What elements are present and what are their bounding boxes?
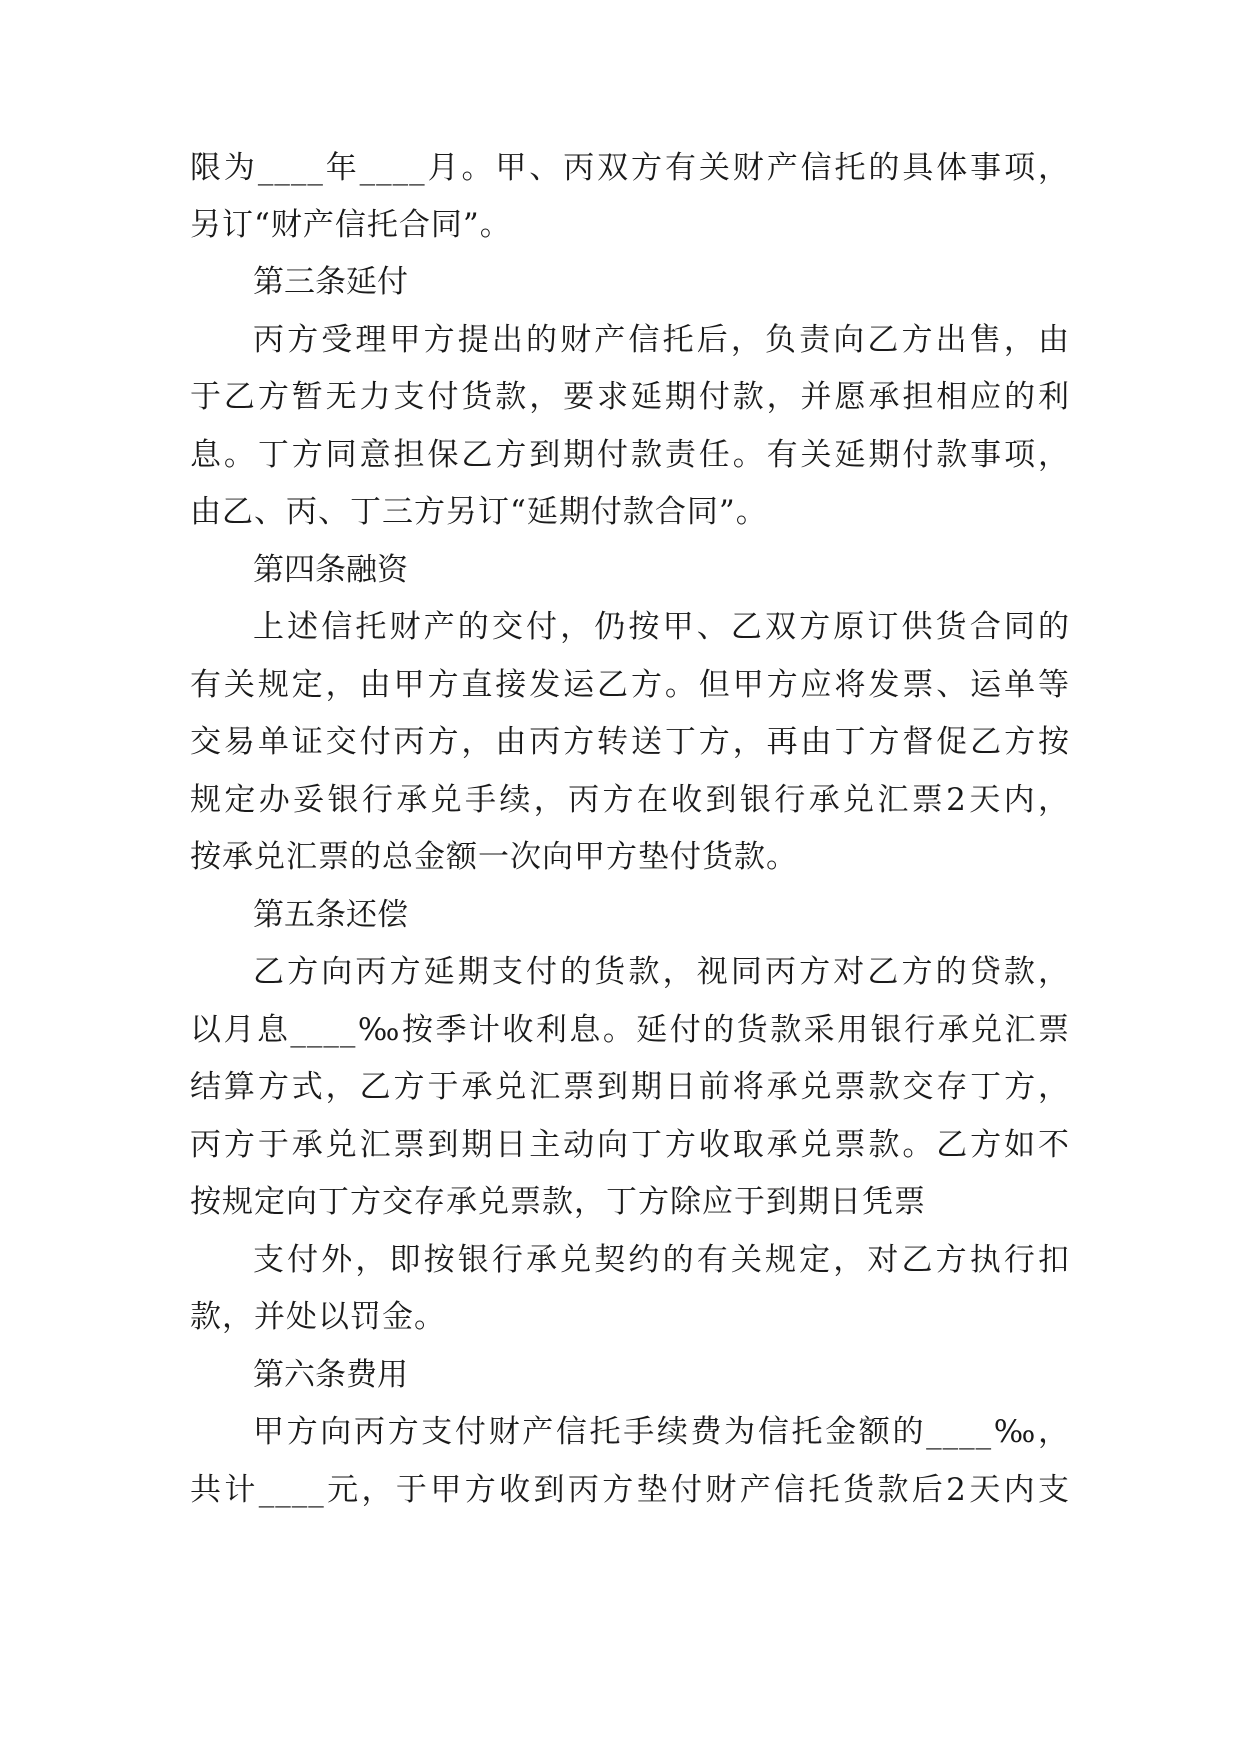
text-line: 按承兑汇票的总金额一次向甲方垫付货款。 — [190, 839, 798, 875]
text-line: 交易单证交付丙方，由丙方转送丁方，再由丁方督促乙方按 — [190, 724, 1070, 760]
text-line: 共计____元，于甲方收到丙方垫付财产信托货款后2天内支 — [190, 1472, 1070, 1508]
text-line: 息。丁方同意担保乙方到期付款责任。有关延期付款事项， — [190, 437, 1070, 473]
text-line: 按规定向丁方交存承兑票款，丁方除应于到期日凭票 — [190, 1184, 926, 1220]
text-line: 上述信托财产的交付，仍按甲、乙双方原订供货合同的 — [253, 609, 1070, 645]
section-heading: 第四条融资 — [253, 552, 408, 588]
text-line: 乙方向丙方延期支付的货款，视同丙方对乙方的贷款， — [253, 954, 1070, 990]
text-line: 结算方式，乙方于承兑汇票到期日前将承兑票款交存丁方， — [190, 1069, 1070, 1105]
section-heading: 第三条延付 — [253, 264, 408, 300]
text-line: 支付外，即按银行承兑契约的有关规定，对乙方执行扣 — [253, 1242, 1070, 1278]
text-line: 由乙、丙、丁三方另订“延期付款合同”。 — [190, 494, 768, 530]
text-line: 甲方向丙方支付财产信托手续费为信托金额的____‰， — [253, 1414, 1070, 1450]
text-line: 有关规定，由甲方直接发运乙方。但甲方应将发票、运单等 — [190, 667, 1070, 703]
section-heading: 第六条费用 — [253, 1357, 408, 1393]
text-line: 限为____年____月。甲、丙双方有关财产信托的具体事项， — [190, 150, 1070, 186]
text-line: 款，并处以罚金。 — [190, 1299, 446, 1335]
text-line: 于乙方暂无力支付货款，要求延期付款，并愿承担相应的利 — [190, 379, 1070, 415]
section-heading: 第五条还偿 — [253, 897, 408, 933]
text-line: 以月息____‰按季计收利息。延付的货款采用银行承兑汇票 — [190, 1012, 1070, 1048]
text-line: 丙方受理甲方提出的财产信托后，负责向乙方出售，由 — [253, 322, 1070, 358]
text-line: 丙方于承兑汇票到期日主动向丁方收取承兑票款。乙方如不 — [190, 1127, 1070, 1163]
text-line: 另订“财产信托合同”。 — [190, 207, 512, 243]
text-line: 规定办妥银行承兑手续，丙方在收到银行承兑汇票2天内， — [190, 782, 1070, 818]
